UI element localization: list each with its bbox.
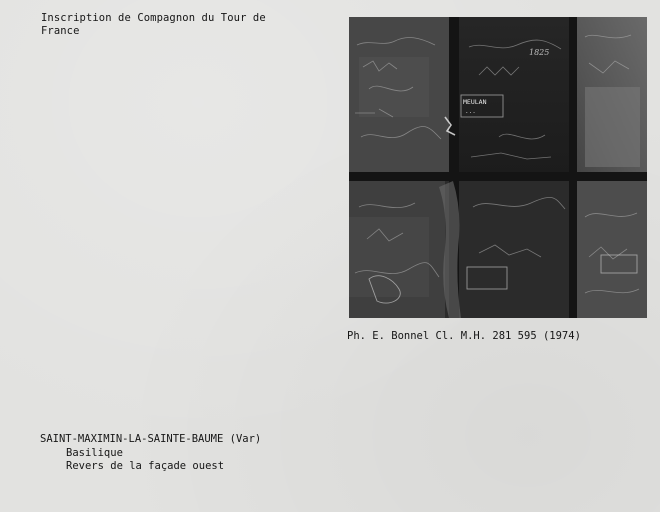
photograph-inscribed-wall bbox=[349, 17, 647, 318]
photo-credit: Ph. E. Bonnel Cl. M.H. 281 595 (1974) bbox=[347, 330, 581, 342]
inscription-plaque-text-line2: ... bbox=[465, 108, 476, 115]
inscription-plaque-text: MEULAN bbox=[463, 98, 487, 106]
card-title: Inscription de Compagnon du Tour de France bbox=[41, 12, 266, 37]
commune-name: SAINT-MAXIMIN-LA-SAINTE-BAUME (Var) bbox=[40, 433, 262, 445]
graffiti-date: 1825 bbox=[529, 48, 550, 57]
location-detail: Revers de la façade ouest bbox=[66, 460, 225, 472]
building-name: Basilique bbox=[66, 446, 123, 459]
location-block bbox=[40, 433, 261, 474]
wall-graffiti-image bbox=[349, 17, 647, 318]
